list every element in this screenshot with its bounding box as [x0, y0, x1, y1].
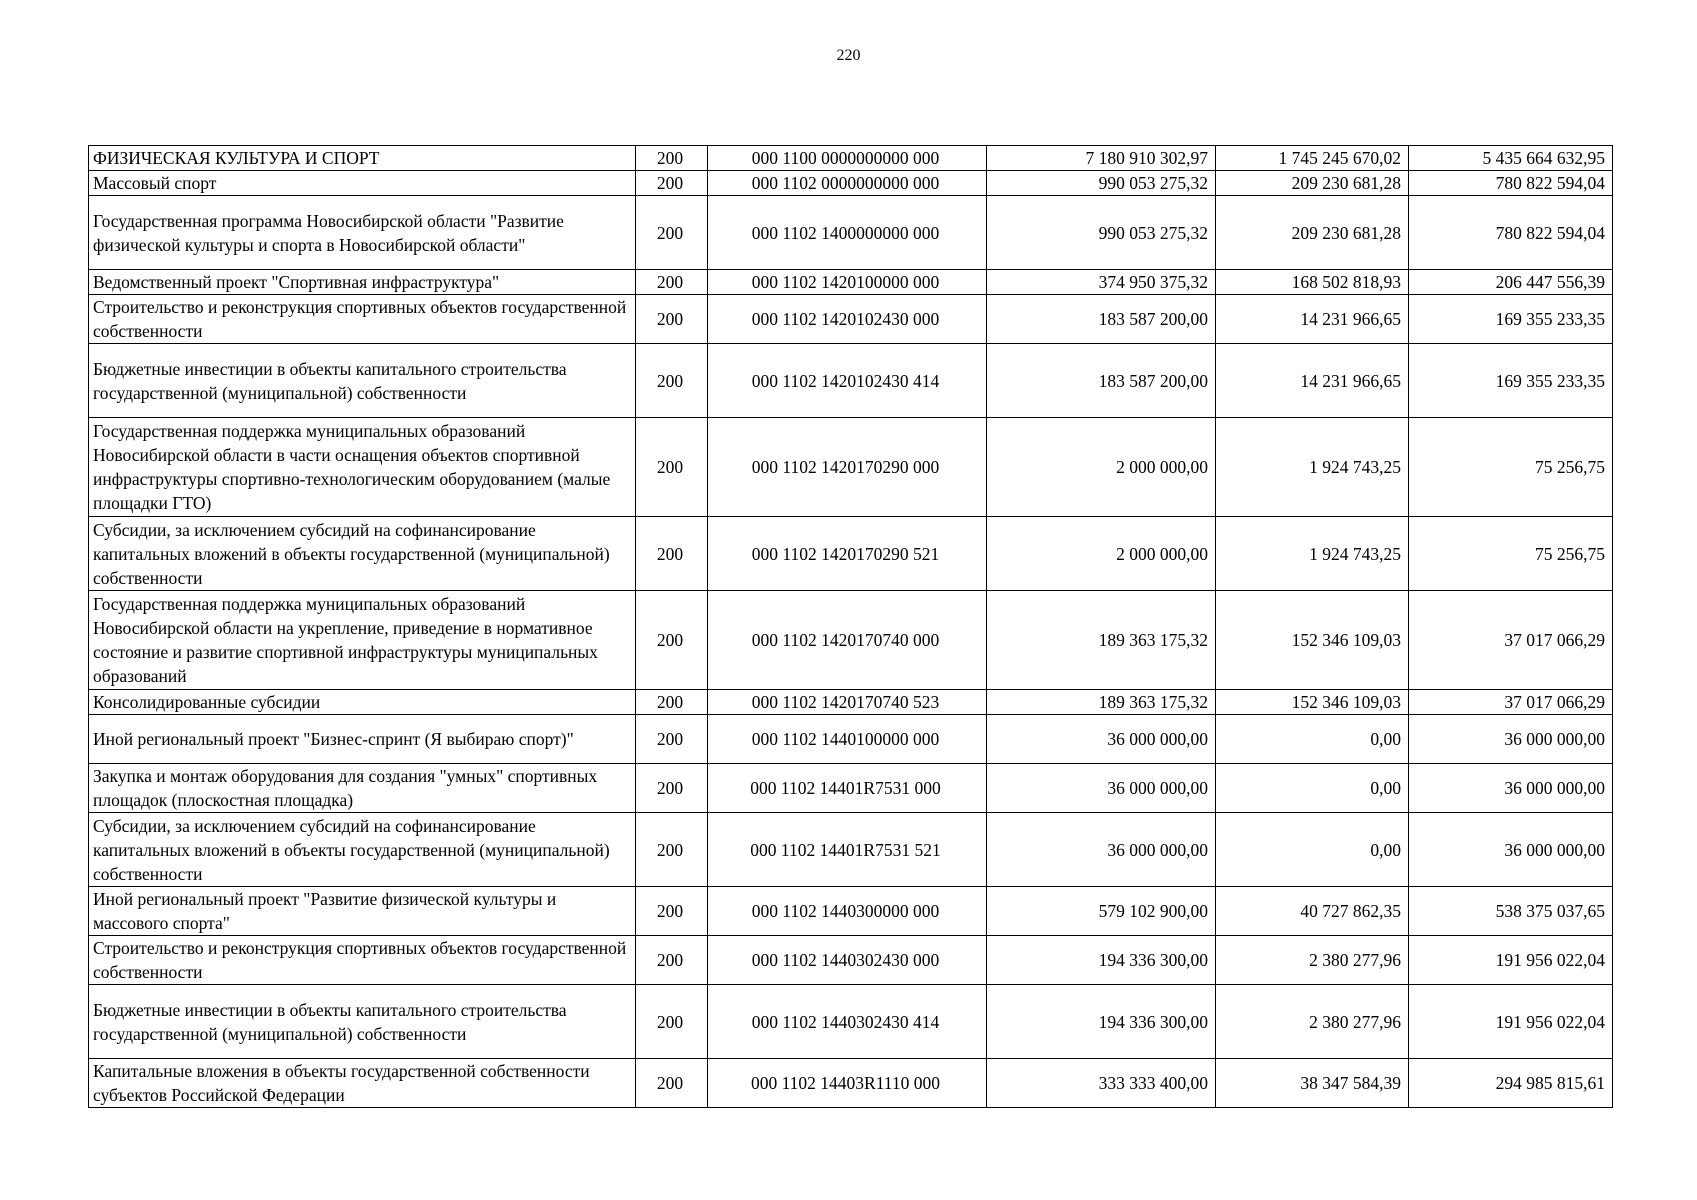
row-approved-amount: 189 363 175,32 — [987, 690, 1216, 715]
row-name: Массовый спорт — [89, 171, 636, 196]
row-name: Строительство и реконструкция спортивных объектов государственной собственности — [89, 936, 636, 985]
row-remaining-amount: 36 000 000,00 — [1409, 813, 1613, 887]
table-row — [89, 591, 1613, 690]
row-approved-amount: 183 587 200,00 — [987, 295, 1216, 344]
row-executed-amount: 0,00 — [1216, 715, 1409, 764]
row-admin-code: 200 — [636, 270, 708, 295]
row-admin-code: 200 — [636, 715, 708, 764]
row-name: Иной региональный проект "Развитие физической культуры и массового спорта" — [89, 887, 636, 936]
row-executed-amount: 14 231 966,65 — [1216, 295, 1409, 344]
row-classification-code: 000 1102 1420102430 414 — [708, 344, 987, 418]
table-row — [89, 764, 1613, 813]
budget-table — [88, 145, 1613, 1108]
row-classification-code: 000 1102 1420170290 521 — [708, 517, 987, 591]
row-approved-amount: 36 000 000,00 — [987, 715, 1216, 764]
row-name: Консолидированные субсидии — [89, 690, 636, 715]
row-admin-code: 200 — [636, 1059, 708, 1108]
row-admin-code: 200 — [636, 887, 708, 936]
row-executed-amount: 0,00 — [1216, 813, 1409, 887]
row-remaining-amount: 5 435 664 632,95 — [1409, 146, 1613, 171]
row-executed-amount: 0,00 — [1216, 764, 1409, 813]
row-approved-amount: 2 000 000,00 — [987, 418, 1216, 517]
table-row — [89, 196, 1613, 270]
budget-table-body — [89, 146, 1613, 1108]
row-executed-amount: 2 380 277,96 — [1216, 936, 1409, 985]
row-executed-amount: 209 230 681,28 — [1216, 171, 1409, 196]
row-remaining-amount: 169 355 233,35 — [1409, 344, 1613, 418]
row-name: Субсидии, за исключением субсидий на софинансирование капитальных вложений в объекты государственной (муниципальной) собственности — [89, 813, 636, 887]
row-classification-code: 000 1102 1400000000 000 — [708, 196, 987, 270]
row-name: Государственная поддержка муниципальных образований Новосибирской области на укрепление, приведение в нормативное состояние и развитие спортивной инфраструктуры муниципальных образований — [89, 591, 636, 690]
row-admin-code: 200 — [636, 344, 708, 418]
row-approved-amount: 990 053 275,32 — [987, 196, 1216, 270]
row-classification-code: 000 1102 0000000000 000 — [708, 171, 987, 196]
row-classification-code: 000 1100 0000000000 000 — [708, 146, 987, 171]
table-row — [89, 936, 1613, 985]
row-admin-code: 200 — [636, 517, 708, 591]
table-row — [89, 690, 1613, 715]
row-remaining-amount: 191 956 022,04 — [1409, 936, 1613, 985]
row-admin-code: 200 — [636, 146, 708, 171]
row-remaining-amount: 75 256,75 — [1409, 418, 1613, 517]
table-row — [89, 171, 1613, 196]
row-executed-amount: 152 346 109,03 — [1216, 591, 1409, 690]
row-admin-code: 200 — [636, 171, 708, 196]
row-classification-code: 000 1102 1440300000 000 — [708, 887, 987, 936]
table-row — [89, 813, 1613, 887]
row-admin-code: 200 — [636, 690, 708, 715]
row-executed-amount: 1 924 743,25 — [1216, 418, 1409, 517]
row-remaining-amount: 75 256,75 — [1409, 517, 1613, 591]
row-name: Субсидии, за исключением субсидий на софинансирование капитальных вложений в объекты государственной (муниципальной) собственности — [89, 517, 636, 591]
row-remaining-amount: 538 375 037,65 — [1409, 887, 1613, 936]
row-classification-code: 000 1102 1420170740 000 — [708, 591, 987, 690]
row-classification-code: 000 1102 1420100000 000 — [708, 270, 987, 295]
row-approved-amount: 333 333 400,00 — [987, 1059, 1216, 1108]
row-admin-code: 200 — [636, 936, 708, 985]
row-classification-code: 000 1102 1420102430 000 — [708, 295, 987, 344]
row-name: Бюджетные инвестиции в объекты капитального строительства государственной (муниципальной) собственности — [89, 344, 636, 418]
row-name: ФИЗИЧЕСКАЯ КУЛЬТУРА И СПОРТ — [89, 146, 636, 171]
table-row — [89, 715, 1613, 764]
row-remaining-amount: 191 956 022,04 — [1409, 985, 1613, 1059]
row-name: Иной региональный проект "Бизнес-спринт (Я выбираю спорт)" — [89, 715, 636, 764]
row-admin-code: 200 — [636, 813, 708, 887]
row-name: Государственная поддержка муниципальных образований Новосибирской области в части оснащения объектов спортивной инфраструктуры спортивно-технологическим оборудованием (малые площадки ГТО) — [89, 418, 636, 517]
row-classification-code: 000 1102 14401R7531 521 — [708, 813, 987, 887]
table-row — [89, 270, 1613, 295]
row-executed-amount: 38 347 584,39 — [1216, 1059, 1409, 1108]
row-executed-amount: 14 231 966,65 — [1216, 344, 1409, 418]
row-executed-amount: 209 230 681,28 — [1216, 196, 1409, 270]
row-remaining-amount: 206 447 556,39 — [1409, 270, 1613, 295]
table-row — [89, 985, 1613, 1059]
row-name: Ведомственный проект "Спортивная инфраструктура" — [89, 270, 636, 295]
row-remaining-amount: 36 000 000,00 — [1409, 715, 1613, 764]
row-remaining-amount: 37 017 066,29 — [1409, 591, 1613, 690]
row-classification-code: 000 1102 1440100000 000 — [708, 715, 987, 764]
row-classification-code: 000 1102 1440302430 414 — [708, 985, 987, 1059]
table-row — [89, 418, 1613, 517]
row-approved-amount: 194 336 300,00 — [987, 985, 1216, 1059]
table-row — [89, 1059, 1613, 1108]
row-admin-code: 200 — [636, 196, 708, 270]
row-approved-amount: 2 000 000,00 — [987, 517, 1216, 591]
row-admin-code: 200 — [636, 418, 708, 517]
table-row — [89, 295, 1613, 344]
row-executed-amount: 2 380 277,96 — [1216, 985, 1409, 1059]
row-executed-amount: 152 346 109,03 — [1216, 690, 1409, 715]
row-admin-code: 200 — [636, 764, 708, 813]
row-executed-amount: 168 502 818,93 — [1216, 270, 1409, 295]
table-row — [89, 344, 1613, 418]
row-admin-code: 200 — [636, 591, 708, 690]
row-remaining-amount: 780 822 594,04 — [1409, 171, 1613, 196]
table-row — [89, 887, 1613, 936]
row-approved-amount: 36 000 000,00 — [987, 813, 1216, 887]
row-classification-code: 000 1102 14401R7531 000 — [708, 764, 987, 813]
row-approved-amount: 36 000 000,00 — [987, 764, 1216, 813]
row-classification-code: 000 1102 14403R1110 000 — [708, 1059, 987, 1108]
row-approved-amount: 183 587 200,00 — [987, 344, 1216, 418]
row-classification-code: 000 1102 1420170740 523 — [708, 690, 987, 715]
row-admin-code: 200 — [636, 295, 708, 344]
row-approved-amount: 579 102 900,00 — [987, 887, 1216, 936]
row-classification-code: 000 1102 1420170290 000 — [708, 418, 987, 517]
row-name: Строительство и реконструкция спортивных объектов государственной собственности — [89, 295, 636, 344]
row-executed-amount: 40 727 862,35 — [1216, 887, 1409, 936]
row-name: Закупка и монтаж оборудования для создания "умных" спортивных площадок (плоскостная площадка) — [89, 764, 636, 813]
row-name: Бюджетные инвестиции в объекты капитального строительства государственной (муниципальной) собственности — [89, 985, 636, 1059]
row-approved-amount: 7 180 910 302,97 — [987, 146, 1216, 171]
row-remaining-amount: 36 000 000,00 — [1409, 764, 1613, 813]
row-name: Государственная программа Новосибирской области "Развитие физической культуры и спорта в Новосибирской области" — [89, 196, 636, 270]
row-approved-amount: 990 053 275,32 — [987, 171, 1216, 196]
row-remaining-amount: 169 355 233,35 — [1409, 295, 1613, 344]
row-classification-code: 000 1102 1440302430 000 — [708, 936, 987, 985]
row-remaining-amount: 37 017 066,29 — [1409, 690, 1613, 715]
row-remaining-amount: 294 985 815,61 — [1409, 1059, 1613, 1108]
row-approved-amount: 374 950 375,32 — [987, 270, 1216, 295]
row-executed-amount: 1 745 245 670,02 — [1216, 146, 1409, 171]
row-name: Капитальные вложения в объекты государственной собственности субъектов Российской Федерации — [89, 1059, 636, 1108]
row-admin-code: 200 — [636, 985, 708, 1059]
table-row — [89, 146, 1613, 171]
table-row — [89, 517, 1613, 591]
row-executed-amount: 1 924 743,25 — [1216, 517, 1409, 591]
row-approved-amount: 194 336 300,00 — [987, 936, 1216, 985]
row-approved-amount: 189 363 175,32 — [987, 591, 1216, 690]
row-remaining-amount: 780 822 594,04 — [1409, 196, 1613, 270]
page-number: 220 — [836, 47, 861, 64]
